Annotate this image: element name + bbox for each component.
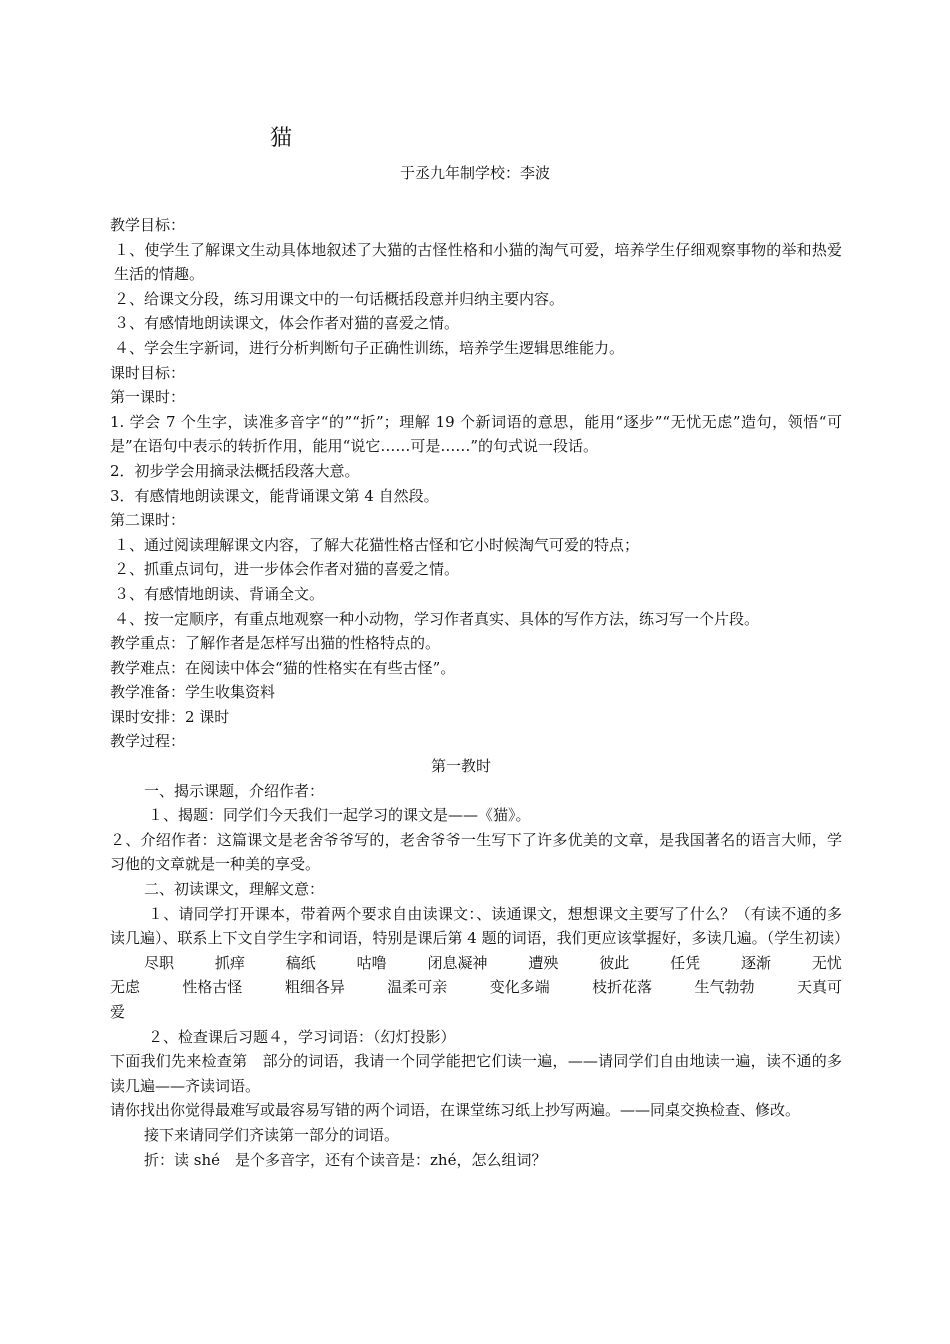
paragraph: １、通过阅读理解课文内容，了解大花猫性格古怪和它小时候淘气可爱的特点； (114, 535, 640, 554)
section-heading: 教学目标： (110, 216, 186, 234)
section-heading: 第一课时： (110, 388, 186, 407)
paragraph: 教学难点：在阅读中体会“猫的性格实在有些古怪”。 (110, 658, 456, 677)
paragraph: ４、按一定顺序，有重点地观察一种小动物，学习作者真实、具体的写作方法，练习写一个片段。 (114, 609, 760, 628)
paragraph: 教学重点：了解作者是怎样写出猫的性格特点的。 (110, 634, 441, 653)
paragraph: ２、抓重点词句，进一步体会作者对猫的喜爱之情。 (114, 560, 460, 579)
paragraph: 3．有感情地朗读课文，能背诵课文第 4 自然段。 (110, 486, 439, 505)
doc-title: 猫 (270, 126, 293, 151)
paragraph: 1. 学会 7 个生字，读准多音字“的”“折”；理解 19 个新词语的意思，能用“逐步”“无忧无虑”造句，领悟“可是”在语句中表示的转折作用，能用“说它……可是……”的句式说一段话。 (110, 412, 842, 456)
vocab-word: 温柔可亲 (387, 978, 448, 997)
paragraph: １、请同学打开课本，带着两个要求自由读课文：、读通课文，想想课文主要写了什么？（有读不通的多读几遍）、联系上下文自学生字和词语，特别是课后第 4 题的词语，我们更应该掌握好，多读几遍。（学生初读） (110, 904, 850, 948)
paragraph: 请你找出你觉得最难写或最容易写错的两个词语，在课堂练习纸上抄写两遍。——同桌交换检查、修改。 (110, 1101, 801, 1120)
section-heading: 课时目标： (110, 363, 186, 382)
vocab-word: 尽职 (144, 953, 175, 972)
vocab-word: 逐渐 (741, 953, 772, 972)
paragraph: 折：读 shé 是个多音字，还有个读音是：zhé，怎么组词？ (144, 1150, 547, 1169)
vocab-word: 抓痒 (214, 953, 245, 972)
vocab-row (110, 951, 842, 976)
vocab-word: 闭息凝神 (427, 953, 488, 972)
vocab-word: 性格古怪 (182, 978, 243, 997)
vocab-word: 稿纸 (285, 953, 316, 972)
vocab-word: 粗细各异 (284, 978, 345, 997)
paragraph: 接下来请同学们齐读第一部分的词语。 (144, 1125, 400, 1144)
vocab-word: 任凭 (670, 953, 701, 972)
doc-body (110, 213, 850, 1172)
vocab-word: 变化多端 (489, 978, 550, 997)
paragraph: ３、有感情地朗读课文，体会作者对猫的喜爱之情。 (114, 314, 460, 333)
section-heading: 第二课时： (110, 511, 186, 530)
paragraph: ２、给课文分段，练习用课文中的一句话概括段意并归纳主要内容。 (114, 289, 565, 308)
paragraph: １、使学生了解课文生动具体地叙述了大猫的古怪性格和小猫的淘气可爱，培养学生仔细观察事物的举和热爱生活的情趣。 (114, 240, 842, 284)
paragraph: 下面我们先来检查第 部分的词语，我请一个同学能把它们读一遍，——请同学们自由地读一遍，读不通的多读几遍——齐读词语。 (110, 1052, 842, 1095)
step-heading: 二、初读课文，理解文意： (144, 880, 325, 899)
vocab-row (110, 975, 842, 1000)
paragraph: ３、有感情地朗读、背诵全文。 (114, 584, 325, 603)
paragraph: ２、介绍作者：这篇课文是老舍爷爷写的，老舍爷爷一生写下了许多优美的文章，是我国著名的语言大师，学习他的文章就是一种美的享受。 (110, 830, 842, 874)
vocab-word: 天真可 (796, 978, 842, 997)
vocab-word: 无忧 (811, 953, 842, 972)
vocab-word: 咕噜 (356, 953, 387, 972)
paragraph: １、揭题：同学们今天我们一起学习的课文是——《猫》。 (148, 806, 531, 825)
step-heading: ２、检查课后习题４，学习词语：（幻灯投影） (148, 1027, 456, 1046)
step-heading: 一、揭示课题，介绍作者： (144, 781, 325, 800)
vocab-word: 遭殃 (528, 953, 559, 972)
vocab-word: 生气勃勃 (694, 978, 755, 997)
paragraph: ４、学会生字新词，进行分析判断句子正确性训练，培养学生逻辑思维能力。 (114, 338, 625, 357)
doc-author: 于丞九年制学校：李波 (399, 164, 550, 182)
vocab-word: 爱 (110, 1003, 126, 1021)
paragraph: 教学准备：学生收集资料 (110, 683, 276, 702)
paragraph: 2．初步学会用摘录法概括段落大意。 (110, 461, 360, 480)
vocab-word: 无虑 (110, 978, 141, 997)
section-heading: 教学过程： (110, 732, 186, 751)
vocab-word: 彼此 (599, 953, 630, 972)
vocab-word: 枝折花落 (592, 978, 653, 997)
paragraph: 课时安排：2 课时 (110, 707, 230, 726)
lesson-heading: 第一教时 (430, 757, 491, 776)
